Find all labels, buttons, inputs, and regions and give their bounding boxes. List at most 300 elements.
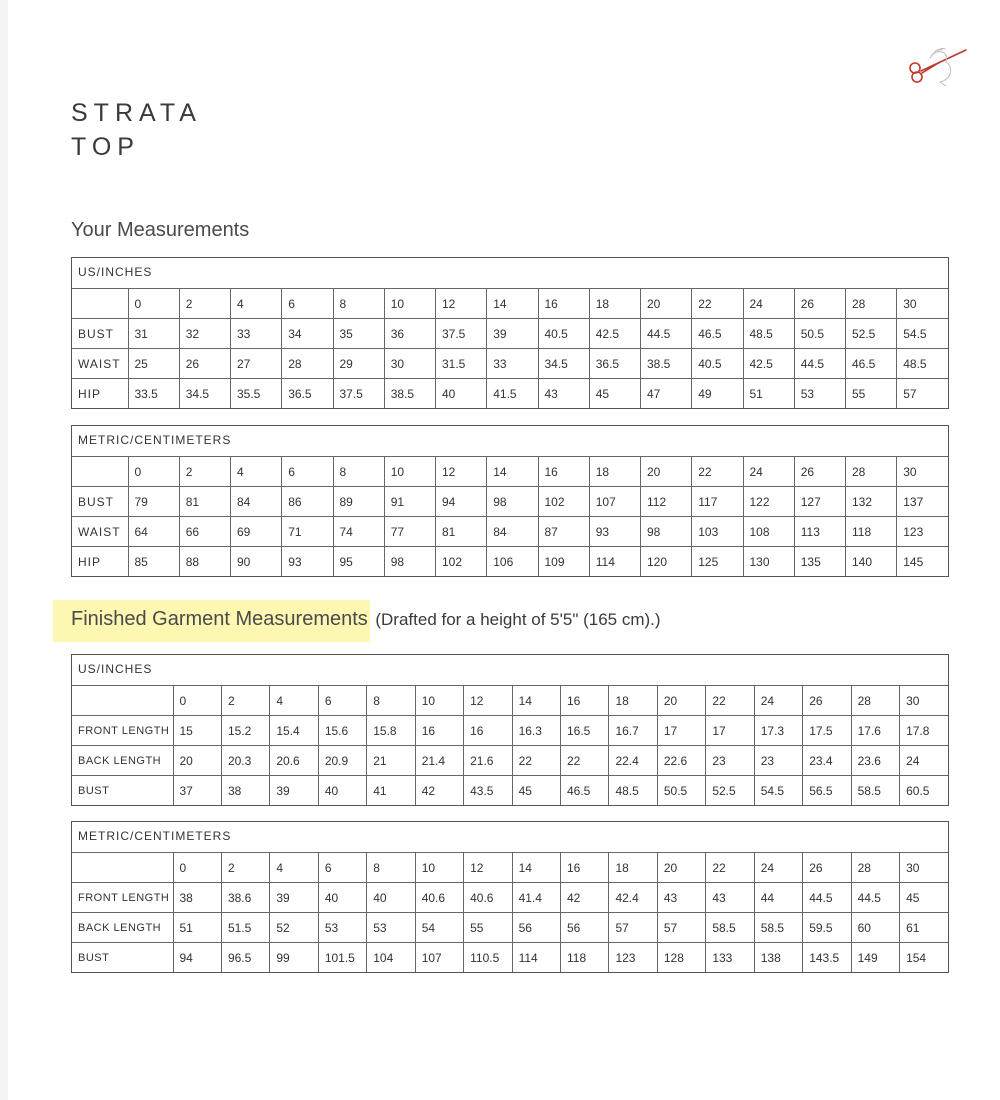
value-cell: 28 [282,349,333,379]
size-header-row [72,853,948,883]
size-header-cell: 24 [743,457,794,487]
table-unit-label: METRIC/CENTIMETERS [78,829,232,843]
value-cell: 33.5 [128,379,179,409]
measurements-grid [72,685,948,805]
value-cell: 24 [900,746,948,776]
value-cell: 120 [641,547,692,577]
value-cell: 40 [367,883,415,913]
size-header-cell: 22 [692,457,743,487]
value-cell: 17.6 [851,716,899,746]
value-cell: 15.6 [318,716,366,746]
value-cell: 44.5 [641,319,692,349]
size-header-cell: 26 [803,686,851,716]
value-cell: 53 [794,379,845,409]
size-header-cell: 12 [464,853,512,883]
measurements-grid [72,288,948,408]
value-cell: 48.5 [897,349,948,379]
value-cell: 57 [657,913,705,943]
size-header-cell: 0 [173,686,221,716]
size-header-cell: 16 [538,289,589,319]
measurement-row [72,776,948,806]
row-label-cell: WAIST [72,517,128,547]
finished-garment-note: (Drafted for a height of 5'5" (165 cm).) [375,610,661,629]
size-header-cell: 26 [803,853,851,883]
page [8,0,1000,1100]
value-cell: 98 [487,487,538,517]
size-header-cell: 14 [487,289,538,319]
value-cell: 48.5 [609,776,657,806]
size-header-cell: 8 [367,853,415,883]
value-cell: 132 [846,487,897,517]
value-cell: 91 [384,487,435,517]
value-cell: 54 [415,913,463,943]
your-measurements-metric-table [71,425,949,577]
value-cell: 87 [538,517,589,547]
size-header-cell: 8 [367,686,415,716]
value-cell: 26 [179,349,230,379]
value-cell: 103 [692,517,743,547]
value-cell: 93 [282,547,333,577]
value-cell: 48.5 [743,319,794,349]
title-line-1: STRATA [71,99,202,127]
value-cell: 123 [609,943,657,973]
value-cell: 23.4 [803,746,851,776]
value-cell: 16.3 [512,716,560,746]
size-header-cell: 20 [641,289,692,319]
value-cell: 45 [589,379,640,409]
size-header-cell: 18 [589,289,640,319]
size-header-cell: 14 [512,686,560,716]
measurement-row [72,883,948,913]
corner-cell [72,289,128,319]
value-cell: 66 [179,517,230,547]
title-line-2: TOP [71,133,140,161]
value-cell: 98 [641,517,692,547]
corner-cell [72,853,173,883]
size-header-cell: 20 [657,853,705,883]
value-cell: 31 [128,319,179,349]
size-header-cell: 8 [333,457,384,487]
value-cell: 61 [900,913,948,943]
finished-garment-heading-row [71,608,661,631]
value-cell: 113 [794,517,845,547]
value-cell: 81 [436,517,487,547]
value-cell: 41.5 [487,379,538,409]
size-header-cell: 6 [318,853,366,883]
value-cell: 95 [333,547,384,577]
value-cell: 104 [367,943,415,973]
value-cell: 38 [221,776,269,806]
value-cell: 22 [512,746,560,776]
value-cell: 33 [231,319,282,349]
value-cell: 43 [657,883,705,913]
size-header-cell: 2 [179,457,230,487]
value-cell: 42.5 [743,349,794,379]
value-cell: 117 [692,487,743,517]
value-cell: 54.5 [897,319,948,349]
value-cell: 118 [846,517,897,547]
corner-cell [72,457,128,487]
table-unit-label: US/INCHES [78,265,153,279]
size-header-cell: 16 [538,457,589,487]
value-cell: 41.4 [512,883,560,913]
row-label-cell: WAIST [72,349,128,379]
size-header-cell: 6 [282,457,333,487]
row-label-cell: FRONT LENGTH [72,883,173,913]
value-cell: 128 [657,943,705,973]
size-header-cell: 26 [794,457,845,487]
value-cell: 17.8 [900,716,948,746]
value-cell: 42 [561,883,609,913]
value-cell: 102 [436,547,487,577]
value-cell: 59.5 [803,913,851,943]
row-label-cell: BUST [72,943,173,973]
size-header-cell: 18 [609,686,657,716]
value-cell: 43 [706,883,754,913]
value-cell: 17.5 [803,716,851,746]
size-header-cell: 28 [851,686,899,716]
value-cell: 35 [333,319,384,349]
value-cell: 108 [743,517,794,547]
size-header-cell: 12 [436,289,487,319]
size-header-cell: 24 [754,686,802,716]
size-header-cell: 28 [846,457,897,487]
value-cell: 138 [754,943,802,973]
your-measurements-us-table [71,257,949,409]
value-cell: 140 [846,547,897,577]
value-cell: 127 [794,487,845,517]
value-cell: 54.5 [754,776,802,806]
value-cell: 37 [173,776,221,806]
value-cell: 85 [128,547,179,577]
value-cell: 47 [641,379,692,409]
measurement-row [72,487,948,517]
row-label-cell: FRONT LENGTH [72,716,173,746]
value-cell: 43.5 [464,776,512,806]
value-cell: 15 [173,716,221,746]
value-cell: 125 [692,547,743,577]
value-cell: 21 [367,746,415,776]
value-cell: 36 [384,319,435,349]
value-cell: 114 [589,547,640,577]
size-header-cell: 26 [794,289,845,319]
row-label-cell: BUST [72,487,128,517]
value-cell: 86 [282,487,333,517]
value-cell: 51 [173,913,221,943]
value-cell: 79 [128,487,179,517]
value-cell: 42.4 [609,883,657,913]
value-cell: 15.2 [221,716,269,746]
value-cell: 52.5 [706,776,754,806]
value-cell: 35.5 [231,379,282,409]
value-cell: 21.4 [415,746,463,776]
row-label-cell: BACK LENGTH [72,746,173,776]
size-header-cell: 2 [221,853,269,883]
table-unit-label: US/INCHES [78,662,153,676]
value-cell: 71 [282,517,333,547]
value-cell: 118 [561,943,609,973]
value-cell: 58.5 [754,913,802,943]
value-cell: 17 [657,716,705,746]
size-header-cell: 24 [754,853,802,883]
value-cell: 112 [641,487,692,517]
value-cell: 39 [270,883,318,913]
size-header-row [72,289,948,319]
value-cell: 53 [367,913,415,943]
size-header-cell: 6 [318,686,366,716]
value-cell: 90 [231,547,282,577]
size-header-cell: 6 [282,289,333,319]
value-cell: 37.5 [333,379,384,409]
value-cell: 23 [706,746,754,776]
size-header-cell: 0 [128,457,179,487]
finished-garment-metric-table [71,821,949,973]
value-cell: 46.5 [846,349,897,379]
value-cell: 107 [415,943,463,973]
row-label-cell: HIP [72,547,128,577]
size-header-cell: 20 [641,457,692,487]
value-cell: 122 [743,487,794,517]
value-cell: 64 [128,517,179,547]
size-header-cell: 22 [706,853,754,883]
value-cell: 31.5 [436,349,487,379]
value-cell: 51 [743,379,794,409]
value-cell: 36.5 [589,349,640,379]
value-cell: 98 [384,547,435,577]
value-cell: 99 [270,943,318,973]
value-cell: 149 [851,943,899,973]
value-cell: 137 [897,487,948,517]
value-cell: 16 [415,716,463,746]
value-cell: 40.5 [692,349,743,379]
scissors-hand-logo-icon [900,40,980,86]
value-cell: 56 [561,913,609,943]
value-cell: 57 [897,379,948,409]
value-cell: 44.5 [851,883,899,913]
measurement-row [72,746,948,776]
value-cell: 44.5 [803,883,851,913]
value-cell: 51.5 [221,913,269,943]
value-cell: 16.5 [561,716,609,746]
value-cell: 34.5 [179,379,230,409]
value-cell: 106 [487,547,538,577]
value-cell: 81 [179,487,230,517]
size-header-cell: 30 [897,289,948,319]
size-header-row [72,686,948,716]
value-cell: 36.5 [282,379,333,409]
document-title [71,96,202,164]
value-cell: 123 [897,517,948,547]
value-cell: 44.5 [794,349,845,379]
size-header-cell: 8 [333,289,384,319]
row-label-cell: BACK LENGTH [72,913,173,943]
size-header-cell: 16 [561,853,609,883]
size-header-cell: 24 [743,289,794,319]
value-cell: 77 [384,517,435,547]
value-cell: 74 [333,517,384,547]
size-header-cell: 28 [851,853,899,883]
value-cell: 16 [464,716,512,746]
row-label-cell: HIP [72,379,128,409]
value-cell: 21.6 [464,746,512,776]
value-cell: 38 [173,883,221,913]
value-cell: 20.9 [318,746,366,776]
value-cell: 22 [561,746,609,776]
size-header-cell: 0 [173,853,221,883]
row-label-cell: BUST [72,776,173,806]
finished-garment-heading: Finished Garment Measurements [53,600,370,642]
size-header-cell: 28 [846,289,897,319]
value-cell: 23 [754,746,802,776]
size-header-cell: 22 [692,289,743,319]
value-cell: 69 [231,517,282,547]
value-cell: 38.5 [384,379,435,409]
value-cell: 114 [512,943,560,973]
measurement-row [72,517,948,547]
measurement-row [72,943,948,973]
value-cell: 94 [436,487,487,517]
value-cell: 52.5 [846,319,897,349]
value-cell: 52 [270,913,318,943]
size-header-cell: 22 [706,686,754,716]
size-header-cell: 18 [589,457,640,487]
value-cell: 40 [318,776,366,806]
value-cell: 93 [589,517,640,547]
value-cell: 33 [487,349,538,379]
value-cell: 60.5 [900,776,948,806]
value-cell: 45 [512,776,560,806]
value-cell: 130 [743,547,794,577]
value-cell: 96.5 [221,943,269,973]
value-cell: 46.5 [561,776,609,806]
size-header-cell: 20 [657,686,705,716]
value-cell: 34 [282,319,333,349]
value-cell: 42 [415,776,463,806]
value-cell: 42.5 [589,319,640,349]
value-cell: 41 [367,776,415,806]
value-cell: 53 [318,913,366,943]
value-cell: 55 [846,379,897,409]
size-header-cell: 2 [179,289,230,319]
value-cell: 17.3 [754,716,802,746]
value-cell: 56 [512,913,560,943]
row-label-cell: BUST [72,319,128,349]
size-header-cell: 14 [487,457,538,487]
value-cell: 84 [231,487,282,517]
size-header-cell: 30 [897,457,948,487]
value-cell: 133 [706,943,754,973]
size-header-cell: 12 [464,686,512,716]
value-cell: 94 [173,943,221,973]
value-cell: 107 [589,487,640,517]
value-cell: 27 [231,349,282,379]
value-cell: 46.5 [692,319,743,349]
value-cell: 20.6 [270,746,318,776]
value-cell: 32 [179,319,230,349]
measurement-row [72,913,948,943]
value-cell: 110.5 [464,943,512,973]
size-header-cell: 18 [609,853,657,883]
value-cell: 135 [794,547,845,577]
size-header-cell: 4 [270,853,318,883]
value-cell: 16.7 [609,716,657,746]
value-cell: 60 [851,913,899,943]
value-cell: 15.8 [367,716,415,746]
value-cell: 40.6 [415,883,463,913]
value-cell: 45 [900,883,948,913]
size-header-cell: 16 [561,686,609,716]
value-cell: 22.6 [657,746,705,776]
value-cell: 154 [900,943,948,973]
size-header-cell: 14 [512,853,560,883]
value-cell: 22.4 [609,746,657,776]
value-cell: 58.5 [851,776,899,806]
value-cell: 145 [897,547,948,577]
value-cell: 30 [384,349,435,379]
size-header-cell: 30 [900,686,948,716]
value-cell: 15.4 [270,716,318,746]
table-unit-label: METRIC/CENTIMETERS [78,433,232,447]
size-header-cell: 10 [384,457,435,487]
measurement-row [72,349,948,379]
value-cell: 29 [333,349,384,379]
measurement-row [72,379,948,409]
value-cell: 39 [270,776,318,806]
size-header-cell: 12 [436,457,487,487]
value-cell: 40.6 [464,883,512,913]
value-cell: 50.5 [657,776,705,806]
value-cell: 37.5 [436,319,487,349]
size-header-cell: 2 [221,686,269,716]
value-cell: 102 [538,487,589,517]
value-cell: 44 [754,883,802,913]
size-header-cell: 0 [128,289,179,319]
value-cell: 38.5 [641,349,692,379]
value-cell: 109 [538,547,589,577]
value-cell: 55 [464,913,512,943]
measurements-grid [72,852,948,972]
measurement-row [72,547,948,577]
value-cell: 43 [538,379,589,409]
value-cell: 39 [487,319,538,349]
finished-garment-us-table [71,654,949,806]
measurement-row [72,319,948,349]
corner-cell [72,686,173,716]
value-cell: 143.5 [803,943,851,973]
measurement-row [72,716,948,746]
size-header-row [72,457,948,487]
value-cell: 101.5 [318,943,366,973]
your-measurements-heading: Your Measurements [71,219,250,241]
value-cell: 88 [179,547,230,577]
value-cell: 20 [173,746,221,776]
size-header-cell: 30 [900,853,948,883]
size-header-cell: 4 [270,686,318,716]
size-header-cell: 10 [384,289,435,319]
size-header-cell: 4 [231,289,282,319]
value-cell: 49 [692,379,743,409]
value-cell: 40 [436,379,487,409]
value-cell: 34.5 [538,349,589,379]
value-cell: 56.5 [803,776,851,806]
size-header-cell: 10 [415,853,463,883]
value-cell: 84 [487,517,538,547]
value-cell: 40 [318,883,366,913]
value-cell: 38.6 [221,883,269,913]
value-cell: 50.5 [794,319,845,349]
measurements-grid [72,456,948,576]
value-cell: 20.3 [221,746,269,776]
